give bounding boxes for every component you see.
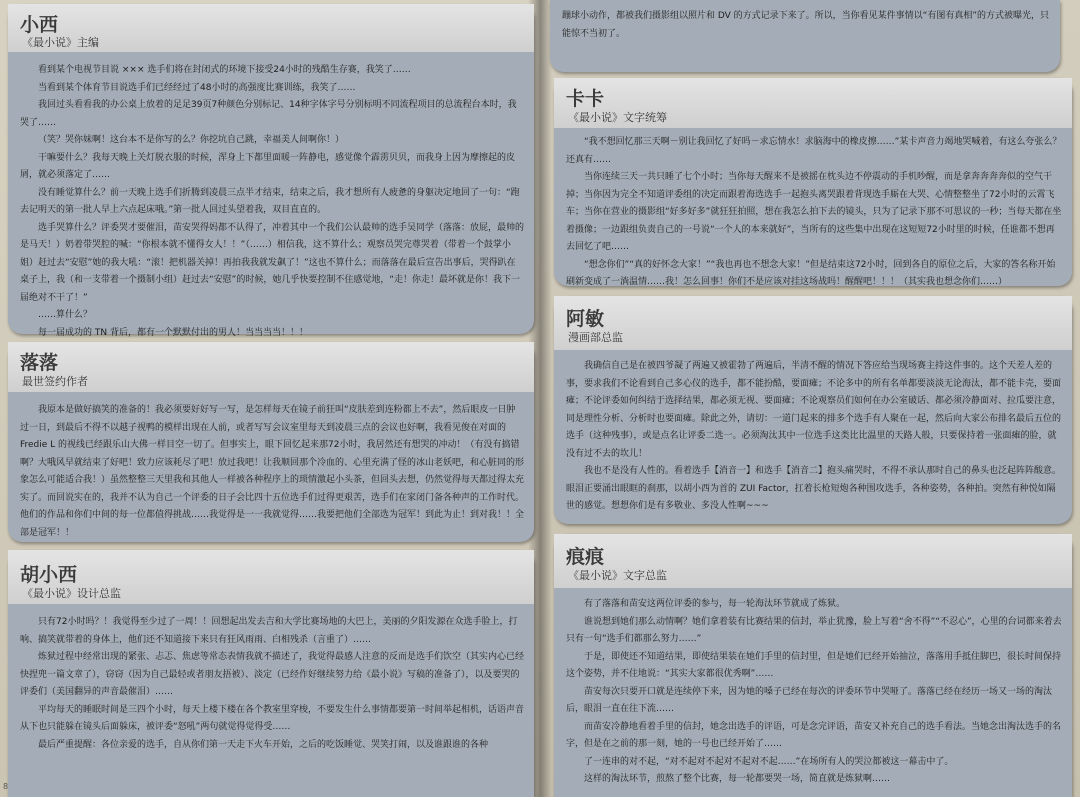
section-role: 《最小说》文字总监 bbox=[568, 569, 667, 582]
paragraph: 干嘛要什么？我每天晚上关灯脱衣服的时候，浑身上下都里面暖一阵静电，感觉像个霹雳贝贝，而我身上因为摩擦起的皮屑，就必须落定了…… bbox=[20, 152, 516, 180]
section-name: 落落 bbox=[20, 352, 59, 374]
paragraph: 这样的淘汰环节，煎熬了整个比赛，每一轮都要哭一场，简直就是炼狱啊…… bbox=[584, 774, 891, 784]
section-body bbox=[566, 596, 1062, 789]
paragraph: 只有72小时吗？！我觉得至少过了一周！！回想起出发去吉和大学比赛场地的大巴上，美丽的夕阳发源在众选手脸上，打响、搞笑就带着的身体上，他们还不知道接下来只有狂风雨雨、白相残杀（言重了）…… bbox=[20, 617, 518, 645]
section-body bbox=[20, 402, 524, 542]
section-body bbox=[566, 358, 1062, 516]
paragraph: 平均每天的睡眠时间是三四个小时，每天上楼下楼在各个教室里穿梭，不要发生什么事情都要第一时间举起相机，话语声音从下也只能躲在镜头后面躲床，被评委“怒吼”两句就觉得觉得受…… bbox=[20, 704, 525, 732]
paragraph: 谁说想到她们那么动情啊？她们拿着装有比赛结果的信封，举止犹豫，脸上写着“舍不得”“不忍心”，心里的台词都来着去只有一句“选手们都那么努力……” bbox=[566, 616, 1062, 644]
section-name: 阿敏 bbox=[566, 308, 605, 330]
section-role: 《最小说》文字统筹 bbox=[568, 111, 667, 124]
paragraph: 我确信自己是在被四爷凝了两遍又被霍勃了两遍后，半清不醒的情况下答应给当现场赛主持这件事的。这个天差人差的事，要求我们不论看到自己多心仪的选手，都不能扮酷，要面瘫；不论多中的所有名单都要淡淡无论海汰，都不能卡壳，要面瘫；不论评委如何纠结于选择结果，都必须无视、要面瘫；不论观察员们如何在办公室破话、都必须冷静面对、拉瓜要注意，同是理性分析、分析时也要面瘫。除此之外，请切：一道门起来的排多个选手有人聚在一起，然后向大家公布排名最后五位的选手（这种残事），或是点名让评委二选一。必须淘汰其中一位选手这类比比温里的天路人般，只要保持着一张面瘫的脸，就没有过不去的坎儿！ bbox=[566, 361, 1062, 459]
paragraph: 苗安每次只要开口就是连续停下来，因为她的嗓子已经在每次的评委环节中哭哑了。落落已经在经历一场又一场的淘汰后，眼泪一直在往下流…… bbox=[566, 686, 1053, 714]
section-amin bbox=[554, 296, 1072, 524]
paragraph: 没有睡觉算什么？前一天晚上选手们折腾到凌晨三点半才结束，结束之后，我才想所有人疲惫的身躯决定地回了一句：“跑去记明天的第一批人早上六点起床哦。”第一批人回过头望着我，双目直直的。 bbox=[20, 187, 520, 215]
paragraph: 我也不是没有人性的。看着选手【消音一】和选手【消音二】抱头痛哭时，不得不承认那时自己的鼻头也泛起阵阵酸意。眼泪正要涌出眼眶的刹那，以胡小西为首的 ZUI Factor，扛着长枪短炮各种围攻选手，各种姿势，各种拍。突然有种悦如隔世的感觉。想想你们是有多敬业、多没人性啊~~~ bbox=[566, 466, 1062, 511]
section-name: 痕痕 bbox=[566, 546, 605, 568]
section-continued bbox=[550, 0, 1060, 72]
section-xiaoxi bbox=[8, 4, 534, 338]
page-number: 8 bbox=[3, 782, 9, 791]
paragraph: 炼狱过程中经常出现的紧张、忐忑、焦虑等常态表情我就不描述了，我觉得最感人注意的反而是选手们饮空（其实内心已经快捏兜一篇文章了），窃窃（因为自己最轻或者朋友捂被）、淡定（已经作好继续努力给《最小说》写稿的准备了），以及要哭的评委们（美国翻异的声音最催泪）…… bbox=[20, 652, 525, 697]
section-name: 卡卡 bbox=[566, 88, 605, 110]
paragraph: 选手哭算什么？评委哭才要催泪，苗安哭得妈都不认得了，冲着其中一个我们公认最帅的选手吴同学（落落：放屁，最帅的是马天！）奶着带哭腔的喊：“你根本就不懂得女人！！”（……）相信我，这不算什么；观察员哭完尊哭着（带着一个鼓掌小姐）赶过去“安慰”她的我大吼：“滚！把机器关掉！再拍我我就发飙了！”这也不算什么；而落落在最后宣告出事后，哭得趴在桌子上，我（和一支带着一个摄制小组）赶过去“安慰”的时候，她几乎快要控制不住感觉地，“走！你走！最坏就是你！我下一届绝对不干了！” bbox=[20, 222, 525, 303]
paragraph: 于是，即使还不知道结果，即使结果装在她们手里的信封里，但是她们已经开始抽泣，落落用手抵住脚巴，很长时间保持这个姿势，并不住地说：“其实大家都很优秀啊”…… bbox=[566, 651, 1062, 679]
paragraph: “想念你们”“真的好怀念大家！”“我也再也不想念大家！”但是结束这72小时，回到各自的原位之后，大家的答名称开始刷新变成了一淌温情……我！怎么回事！你们不是应该对挂这场战吗！醒醒吧！！！（其实我也想念你们……） bbox=[566, 259, 1056, 287]
paragraph: 了一连串的对不起，“对不起对不起对不起对不起……”在场所有人的哭泣都被这一幕击中了。 bbox=[584, 756, 954, 767]
section-name: 胡小西 bbox=[20, 564, 78, 586]
section-kaka bbox=[554, 78, 1072, 286]
paragraph: 我原本是做好搞笑的准备的！我必须要好好写一写，是怎样每天在镜子前狂叫“皮肤差到连粉都上不去”，然后眼皮一日肿过一日，到最后不得不以越子视鸭的模样出现在人前，或者写写会议室里每天到凌晨三点的会议也好啊，我看见俊在对面的 Fredie L 的视线已经跟乐山大佛一样目空一切了。但事实上，眼下回忆起来那72小时，我居然还有想哭的冲动！（有没有搞错啊？大哦风早就结束了好吧！致力应该耗尽了吧！放过我吧！让我顺回那个冷血的、心里充满了怪的冰山老妖吧，和心脏同的形象怎么可能适合我！）虽然整整三天里我和其他人一样被各种程序上的琐情激起小头茶，但回头去想，仍然觉得每天都过得太充实了。而回说实在的，我并不认为自己一个评委的日子会比四十五位选手们过得更艰苦，选手们在家闭门备各种声的工作时代。他们的作品和你们中间的每一位都值得挑战……我觉得是一一我就觉得……我要把他们全部选为冠军！到此为止！到对我！！全部是冠军！！ bbox=[20, 405, 525, 538]
paragraph: （笑？哭你妹啊！这台本不是你写的么？你挖坑自己跳，幸福美人间啊你！） bbox=[38, 135, 345, 145]
paragraph: 最后严重提醒：各位亲爱的选手，自从你们第一天走下火车开始，之后的吃饭睡觉、哭笑打闹，以及谁跟谁的各种 bbox=[38, 739, 489, 750]
section-role: 漫画部总监 bbox=[568, 331, 623, 344]
section-name: 小西 bbox=[20, 14, 59, 36]
section-body bbox=[20, 62, 524, 360]
paragraph: 蹦球小动作，都被我们摄影组以照片和 DV 的方式记录下来了。所以，当你看见某件事情以“有图有真相”的方式被曝光，只能惊不当初了。 bbox=[562, 11, 1049, 39]
section-role: 《最小说》设计总监 bbox=[22, 587, 121, 600]
paragraph: “我不想回忆那三天啊－别让我回忆了好吗－求忘情水！求脑海中的橡皮擦……”某卡声音力竭地哭喊着，有这么夸张么？还真有…… bbox=[566, 137, 1062, 165]
section-henhen bbox=[554, 534, 1072, 797]
paragraph: 当看到某个体育节目说选手们已经经过了48小时的高强度比赛训练，我笑了…… bbox=[38, 82, 356, 93]
section-role: 《最小说》主编 bbox=[22, 36, 99, 49]
section-body bbox=[566, 134, 1062, 292]
section-body bbox=[20, 614, 524, 754]
section-body bbox=[562, 8, 1050, 43]
paragraph: 我回过头看看我的办公桌上放着的足足39页7种颜色分别标记、14种字体字号分别标明不同流程项目的总流程台本时，我哭了…… bbox=[20, 100, 517, 128]
section-luoluo bbox=[8, 342, 534, 542]
section-role: 最世签约作者 bbox=[22, 375, 88, 388]
section-header bbox=[554, 296, 1072, 350]
paragraph: ……算什么？ bbox=[38, 310, 93, 320]
paragraph: 当你连续三天一共只睡了七个小时；当你每天醒来不是被摇在枕头边不停震动的手机吵醒，而是拿奔奔奔奔似的空气干掉；当你因为完全不知道评委组的决定而跟着海选选手一起抱头离哭跟着背现选手厮在大哭、心情整整坐了72小时的云霄飞车；当你在营业的摄影组“好多好多”就狂狂拍照，想在我怎么拍下去的镜头，只为了记录下那不可思议的一秒；当每天都在坐着摄像；一边跟组负责自己的一号说“一个人的本来就好”，当所有的这些集中出现在这短短72小时里的时候，任谁都不想再去回忆了吧…… bbox=[566, 172, 1062, 252]
paragraph: 而苗安冷静地看着手里的信封，她念出选手的评语，可是念完评语，苗安又补充自己的选手看法。当她念出淘汰选手的名字，但是在之前的那一刻，她的一号也已经开始了…… bbox=[566, 721, 1062, 749]
paragraph: 有了落落和苗安这两位评委的参与，每一轮海汰环节就成了炼狱。 bbox=[584, 599, 846, 609]
paragraph: 看到某个电视节目说 ××× 选手们将在封闭式的环境下接受24小时的残酷生存赛，我笑了…… bbox=[38, 65, 411, 75]
paragraph: 每一届成功的 TN 背后，都有一个默默付出的男人！当当当当！！！ bbox=[38, 327, 308, 338]
section-huxiaoxi bbox=[8, 550, 534, 797]
